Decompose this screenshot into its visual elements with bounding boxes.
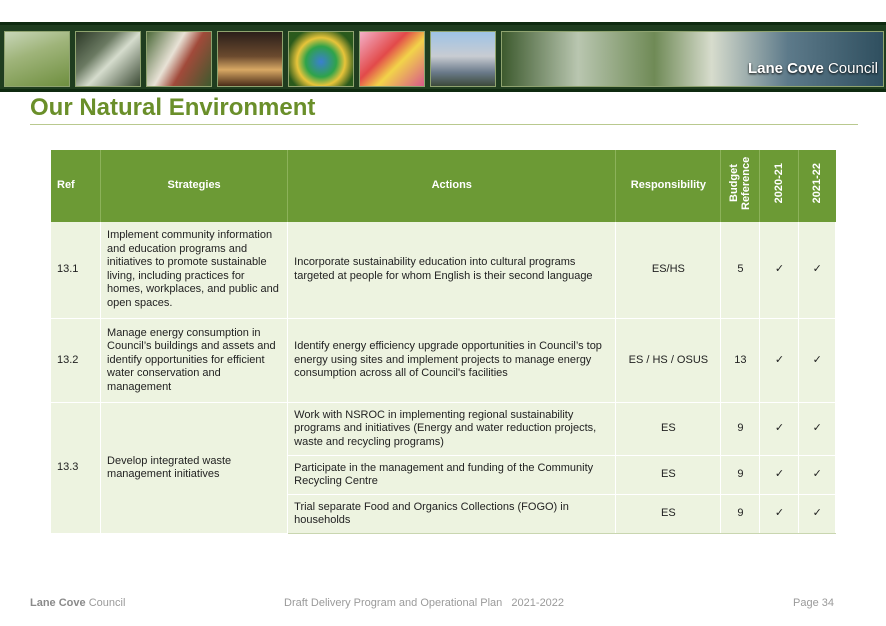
row-budget: 9 bbox=[721, 456, 760, 495]
community-panorama-photo bbox=[501, 31, 884, 87]
header-responsibility: Responsibility bbox=[616, 150, 721, 222]
row-check-2020-21: ✓ bbox=[760, 495, 799, 534]
row-action: Trial separate Food and Organics Collections (FOGO) in households bbox=[288, 495, 616, 534]
row-responsibility: ES/HS bbox=[616, 222, 721, 319]
row-responsibility: ES bbox=[616, 403, 721, 456]
table-row bbox=[51, 319, 836, 403]
waterfall-photo bbox=[75, 31, 141, 87]
row-check-2020-21: ✓ bbox=[760, 222, 799, 319]
lorikeet-photo bbox=[288, 31, 354, 87]
row-check-2020-21: ✓ bbox=[760, 319, 799, 403]
row-strategy: Implement community information and education programs and initiatives to promote sustainable living, including practices for homes, workplaces, and public and open spaces. bbox=[101, 222, 288, 319]
header-2021-22 bbox=[799, 150, 836, 222]
page-title: Our Natural Environment bbox=[30, 94, 316, 121]
row-budget: 5 bbox=[721, 222, 760, 319]
row-check-2021-22: ✓ bbox=[799, 495, 836, 534]
council-logo bbox=[748, 60, 878, 77]
row-responsibility: ES bbox=[616, 495, 721, 534]
footer-council bbox=[30, 597, 125, 609]
row-responsibility: ES bbox=[616, 456, 721, 495]
row-check-2020-21: ✓ bbox=[760, 403, 799, 456]
header-strategies: Strategies bbox=[101, 150, 288, 222]
row-action: Participate in the management and funding of the Community Recycling Centre bbox=[288, 456, 616, 495]
footer-council-bold: Lane Cove bbox=[30, 597, 86, 609]
building-photo bbox=[430, 31, 496, 87]
night-market-photo bbox=[217, 31, 283, 87]
landscape-photo bbox=[4, 31, 70, 87]
footer-council-light: Council bbox=[85, 597, 126, 609]
header-2020-21-label: 2020-21 bbox=[773, 163, 786, 204]
header-budget-label: Budget Reference bbox=[728, 156, 753, 211]
row-strategy: Manage energy consumption in Council’s buildings and assets and identify opportunities for efficient water conservation and management bbox=[101, 319, 288, 403]
row-ref: 13.1 bbox=[51, 222, 101, 319]
header-2021-22-label: 2021-22 bbox=[811, 163, 824, 204]
row-action: Work with NSROC in implementing regional sustainability programs and initiatives (Energy and water reduction projects, waste and recycling programs) bbox=[288, 403, 616, 456]
performer-photo bbox=[359, 31, 425, 87]
row-check-2021-22: ✓ bbox=[799, 222, 836, 319]
header-ref: Ref bbox=[51, 150, 101, 222]
row-ref: 13.2 bbox=[51, 319, 101, 403]
footer-page-number: Page 34 bbox=[793, 597, 834, 609]
row-budget: 9 bbox=[721, 495, 760, 534]
row-check-2021-22: ✓ bbox=[799, 456, 836, 495]
header-banner bbox=[0, 22, 886, 92]
title-divider bbox=[30, 124, 858, 125]
row-ref: 13.3 bbox=[51, 403, 101, 534]
header-actions: Actions bbox=[288, 150, 616, 222]
row-action: Identify energy efficiency upgrade opportunities in Council’s top energy using sites and implement projects to manage energy consumption across all of Council's facilities bbox=[288, 319, 616, 403]
row-check-2021-22: ✓ bbox=[799, 319, 836, 403]
row-check-2021-22: ✓ bbox=[799, 403, 836, 456]
row-responsibility: ES / HS / OSUS bbox=[616, 319, 721, 403]
row-action: Incorporate sustainability education into cultural programs targeted at people for whom English is their second language bbox=[288, 222, 616, 319]
row-strategy: Develop integrated waste management initiatives bbox=[101, 403, 288, 534]
actions-table bbox=[51, 150, 836, 534]
row-budget: 13 bbox=[721, 319, 760, 403]
header-budget bbox=[721, 150, 760, 222]
table-header-row bbox=[51, 150, 836, 222]
brand-light: Council bbox=[823, 60, 878, 77]
header-2020-21 bbox=[760, 150, 799, 222]
row-budget: 9 bbox=[721, 403, 760, 456]
footer-document-title: Draft Delivery Program and Operational Plan 2021-2022 bbox=[284, 597, 565, 609]
table-row bbox=[51, 222, 836, 319]
table-row bbox=[51, 403, 836, 456]
row-check-2020-21: ✓ bbox=[760, 456, 799, 495]
brand-bold: Lane Cove bbox=[747, 60, 824, 77]
dancers-photo bbox=[146, 31, 212, 87]
